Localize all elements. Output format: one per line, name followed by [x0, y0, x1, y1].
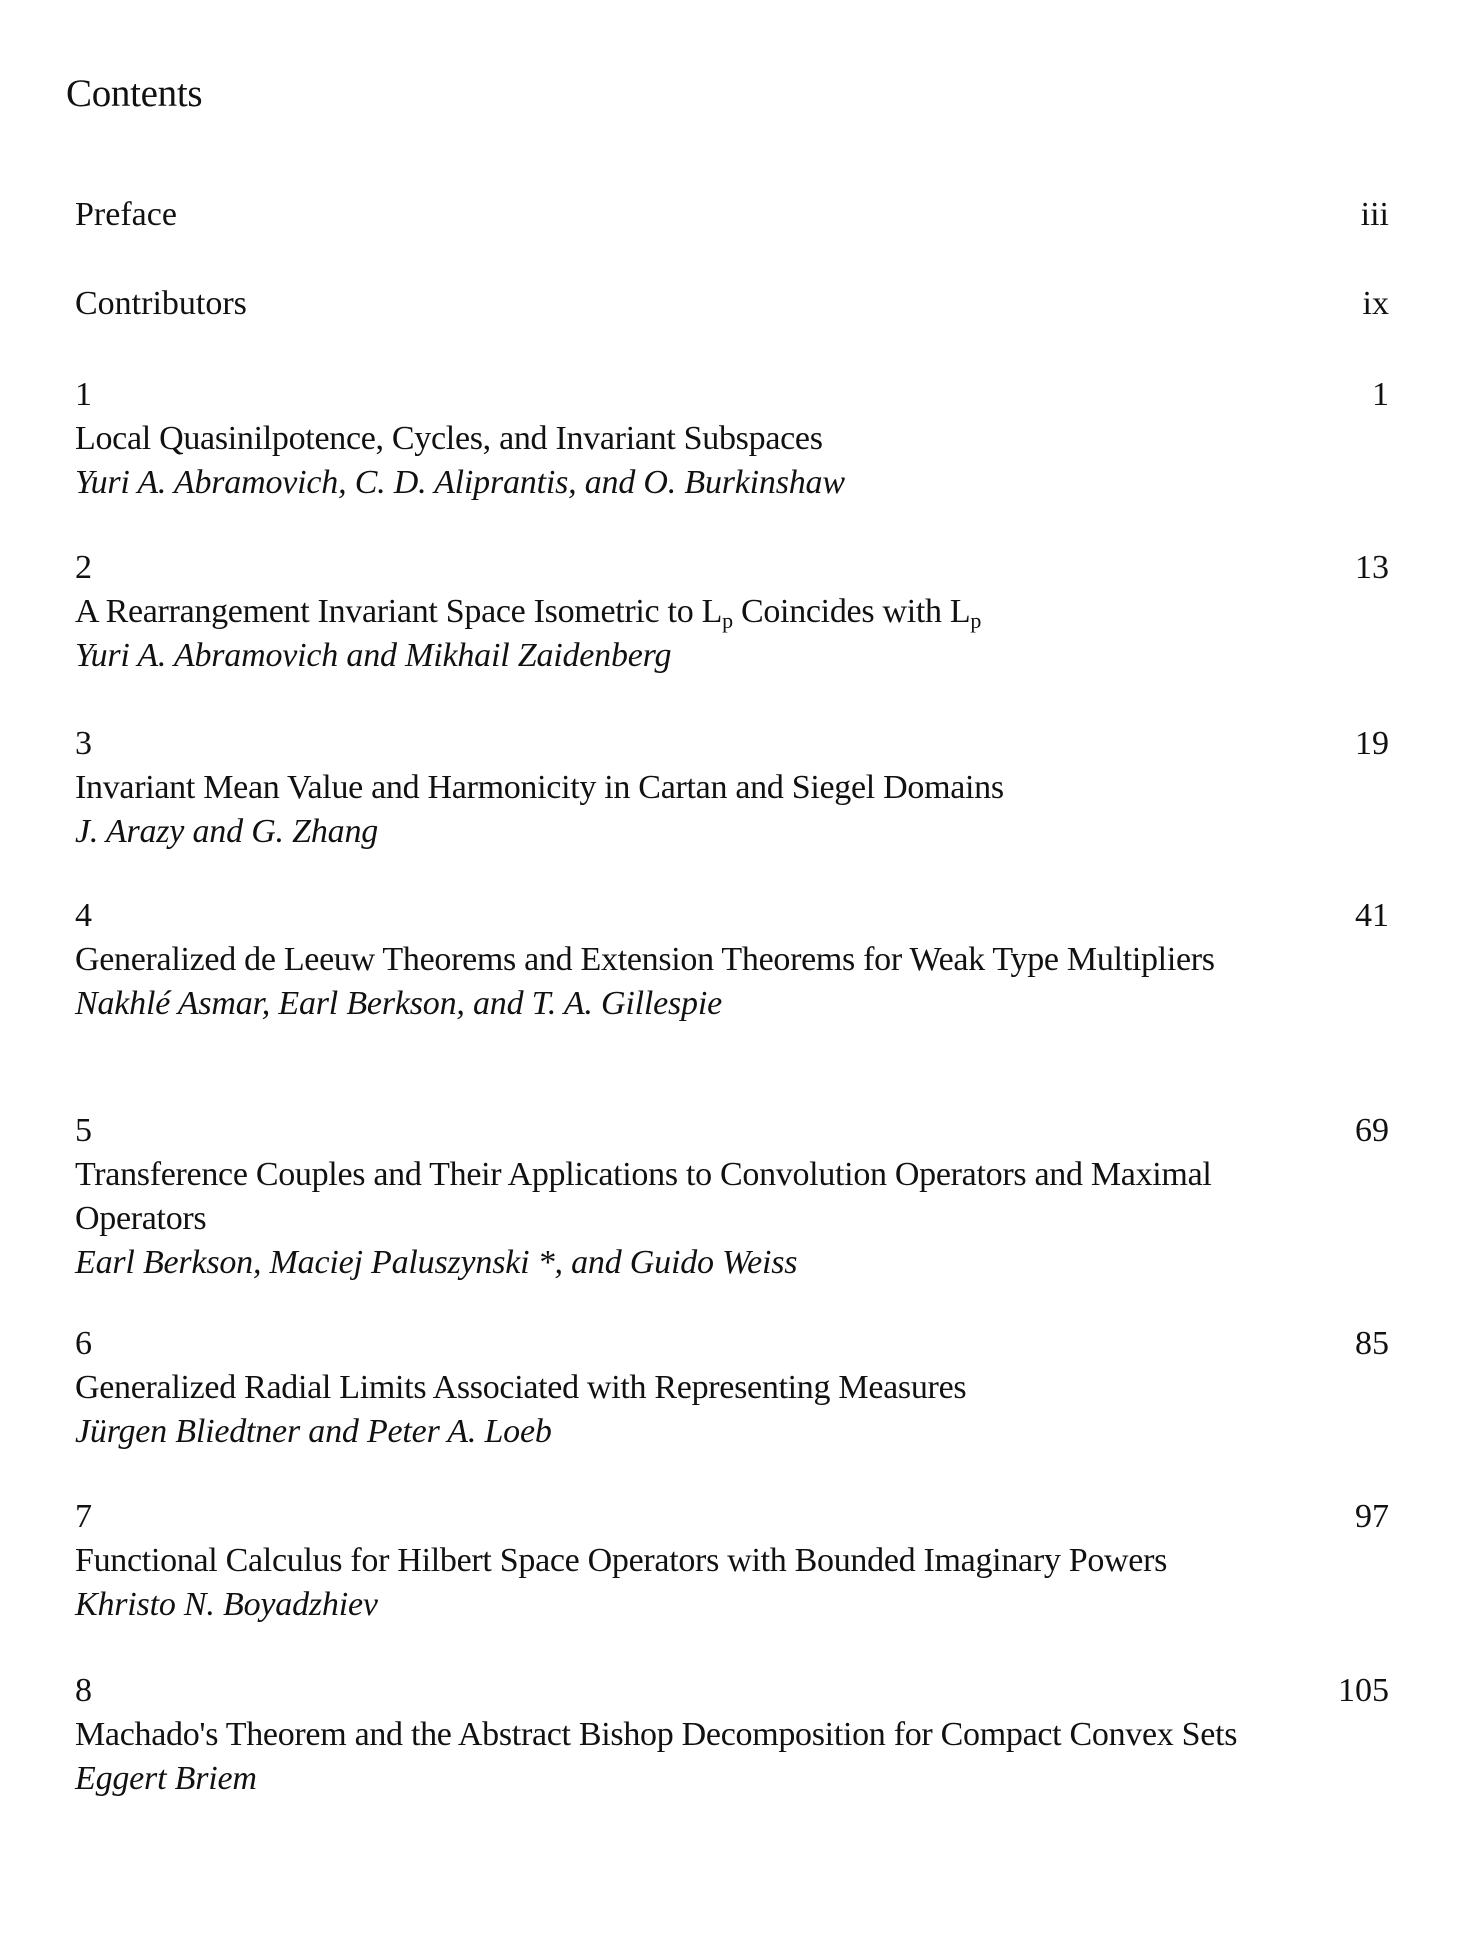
chapter-number: 2: [75, 549, 92, 586]
chapter-authors: Khristo N. Boyadzhiev: [75, 1586, 378, 1623]
toc-chapter-8[interactable]: [75, 1669, 1389, 1801]
chapter-number: 8: [75, 1672, 92, 1709]
chapter-authors: Nakhlé Asmar, Earl Berkson, and T. A. Gillespie: [75, 985, 722, 1022]
toc-page-number: 69: [1355, 1112, 1389, 1149]
chapter-title: Generalized Radial Limits Associated with Representing Measures: [75, 1369, 967, 1406]
toc-page-number: 97: [1355, 1498, 1389, 1535]
chapter-title-text: A Rearrangement Invariant Space Isometric to L: [75, 593, 723, 630]
chapter-authors: Jürgen Bliedtner and Peter A. Loeb: [75, 1413, 552, 1450]
toc-entry-preface[interactable]: [75, 193, 1389, 237]
chapter-title: Machado's Theorem and the Abstract Bishop Decomposition for Compact Convex Sets: [75, 1716, 1238, 1753]
chapter-title: Invariant Mean Value and Harmonicity in Cartan and Siegel Domains: [75, 769, 1004, 806]
chapter-title: [75, 590, 1315, 634]
toc-page-number: 105: [1338, 1672, 1389, 1709]
toc-page-number: 41: [1355, 897, 1389, 934]
toc-chapter-7[interactable]: [75, 1495, 1389, 1627]
chapter-authors: Yuri A. Abramovich and Mikhail Zaidenberg: [75, 637, 672, 674]
toc-chapter-2[interactable]: [75, 546, 1389, 678]
chapter-authors: Earl Berkson, Maciej Paluszynski *, and Guido Weiss: [75, 1244, 798, 1281]
toc-chapter-6[interactable]: [75, 1322, 1389, 1454]
toc-entry-label: Preface: [75, 196, 177, 233]
subscript-p: p: [970, 608, 982, 633]
chapter-authors: J. Arazy and G. Zhang: [75, 813, 379, 850]
chapter-number: 4: [75, 897, 92, 934]
toc-page-number: 1: [1372, 376, 1389, 413]
toc-page-number: iii: [1360, 196, 1389, 233]
toc-entry-label: Contributors: [75, 285, 247, 322]
toc-page-number: ix: [1362, 285, 1389, 322]
toc-chapter-1[interactable]: [75, 373, 1389, 505]
chapter-number: 5: [75, 1112, 92, 1149]
chapter-number: 1: [75, 376, 92, 413]
chapter-title: Transference Couples and Their Applications to Convolution Operators and Maximal Operators: [75, 1156, 1212, 1237]
toc-chapter-5[interactable]: [75, 1109, 1389, 1285]
toc-chapter-3[interactable]: [75, 722, 1389, 854]
chapter-title-text: Coincides with L: [732, 593, 971, 630]
toc-page-number: 19: [1355, 725, 1389, 762]
chapter-title: Local Quasinilpotence, Cycles, and Invariant Subspaces: [75, 420, 823, 457]
chapter-number: 3: [75, 725, 92, 762]
toc-page-number: 13: [1355, 549, 1389, 586]
toc-chapter-4[interactable]: [75, 894, 1389, 1026]
subscript-p: p: [722, 608, 733, 633]
chapter-title: Generalized de Leeuw Theorems and Extension Theorems for Weak Type Multipliers: [75, 941, 1215, 978]
chapter-number: 6: [75, 1325, 92, 1362]
chapter-title: Functional Calculus for Hilbert Space Operators with Bounded Imaginary Powers: [75, 1542, 1168, 1579]
toc-entry-contributors[interactable]: [75, 282, 1389, 326]
chapter-authors: Eggert Briem: [75, 1760, 257, 1797]
chapter-authors: Yuri A. Abramovich, C. D. Aliprantis, and O. Burkinshaw: [75, 464, 845, 501]
chapter-number: 7: [75, 1498, 92, 1535]
page-title: Contents: [66, 72, 203, 115]
toc-page-number: 85: [1355, 1325, 1389, 1362]
